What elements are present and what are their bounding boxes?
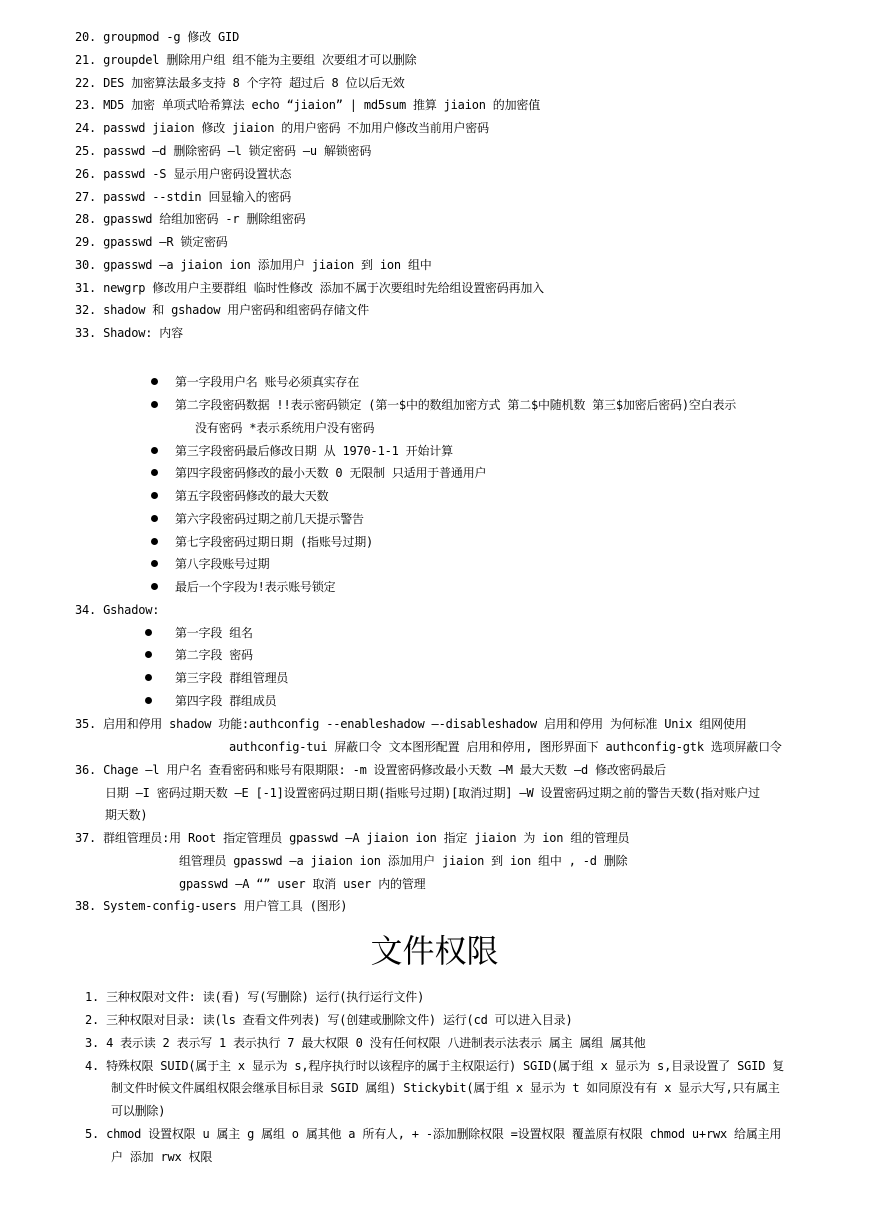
text-line-25: 25. passwd –d 删除密码 –l 锁定密码 –u 解锁密码 [75,144,372,158]
bullet [145,697,152,704]
shadow-field-3: 第三字段密码最后修改日期 从 1970-1-1 开始计算 [175,444,453,458]
perm-line-5: 5. chmod 设置权限 u 属主 g 属组 o 属其他 a 所有人, + -添加删除权限 =设置权限 覆盖原有权限 chmod u+rwx 给属主用 [85,1127,782,1141]
text-line-35: 35. 启用和停用 shadow 功能:authconfig --enableshadow –-disableshadow 启用和停用 为何标准 Unix 组网使用 [75,717,747,731]
text-line-22: 22. DES 加密算法最多支持 8 个字符 超过后 8 位以后无效 [75,76,405,90]
text-line-33: 33. Shadow: 内容 [75,326,183,340]
shadow-field-2: 第二字段密码数据 !!表示密码锁定 (第一$中的数组加密方式 第二$中随机数 第三$加密后密码)空白表示 [175,398,737,412]
perm-line-4-cont: 制文件时候文件属组权限会继承目标目录 SGID 属组) Stickybit(属于组 x 显示为 t 如同原没有有 x 显示大写,只有属主 [111,1081,780,1095]
perm-line-4: 4. 特殊权限 SUID(属于主 x 显示为 s,程序执行时以该程序的属于主权限运行) SGID(属于组 x 显示为 s,目录设置了 SGID 复 [85,1059,785,1073]
text-line-31: 31. newgrp 修改用户主要群组 临时性修改 添加不属于次要组时先给组设置密码再加入 [75,281,544,295]
gshadow-field-2: 第二字段 密码 [175,648,253,662]
text-line-28: 28. gpasswd 给组加密码 -r 删除组密码 [75,212,306,226]
text-line-37: 37. 群组管理员:用 Root 指定管理员 gpasswd –A jiaion ion 指定 jiaion 为 ion 组的管理员 [75,831,630,845]
bullet [145,651,152,658]
text-line-32: 32. shadow 和 gshadow 用户密码和组密码存储文件 [75,303,369,317]
perm-line-1: 1. 三种权限对文件: 读(看) 写(写删除) 运行(执行运行文件) [85,990,425,1004]
text-line-30: 30. gpasswd –a jiaion ion 添加用户 jiaion 到 ion 组中 [75,258,432,272]
text-line-20: 20. groupmod -g 修改 GID [75,30,240,44]
shadow-field-5: 第五字段密码修改的最大天数 [175,489,329,503]
gshadow-field-1: 第一字段 组名 [175,626,253,640]
shadow-field-6: 第六字段密码过期之前几天提示警告 [175,512,364,526]
perm-line-3: 3. 4 表示读 2 表示写 1 表示执行 7 最大权限 0 没有任何权限 八进制表示法表示 属主 属组 属其他 [85,1036,646,1050]
perm-line-5-cont: 户 添加 rwx 权限 [111,1150,213,1164]
perm-line-4-cont2: 可以删除) [111,1104,166,1118]
gshadow-field-3: 第三字段 群组管理员 [175,671,289,685]
shadow-field-2-cont: 没有密码 *表示系统用户没有密码 [195,421,375,435]
bullet [151,469,158,476]
bullet [151,583,158,590]
shadow-field-last: 最后一个字段为!表示账号锁定 [175,580,336,594]
bullet [145,629,152,636]
section-heading: 文件权限 [370,932,499,970]
text-line-26: 26. passwd -S 显示用户密码设置状态 [75,167,292,181]
bullet [151,515,158,522]
text-line-24: 24. passwd jiaion 修改 jiaion 的用户密码 不加用户修改当前用户密码 [75,121,489,135]
text-line-37-cont: 组管理员 gpasswd –a jiaion ion 添加用户 jiaion 到 ion 组中 , -d 删除 [179,854,628,868]
shadow-field-1: 第一字段用户名 账号必须真实存在 [175,375,360,389]
text-line-21: 21. groupdel 删除用户组 组不能为主要组 次要组才可以删除 [75,53,417,67]
text-line-34: 34. Gshadow: [75,603,160,617]
bullet [151,492,158,499]
text-line-27: 27. passwd --stdin 回显输入的密码 [75,190,292,204]
bullet [151,560,158,567]
text-line-36-cont2: 期天数) [105,808,148,822]
text-line-36-cont: 日期 –I 密码过期天数 –E [-1]设置密码过期日期(指账号过期)[取消过期] –W 设置密码过期之前的警告天数(指对账户过 [105,786,760,800]
bullet [145,674,152,681]
text-line-23: 23. MD5 加密 单项式哈希算法 echo “jiaion” | md5sum 推算 jiaion 的加密值 [75,98,541,112]
bullet [151,447,158,454]
bullet [151,401,158,408]
gshadow-field-4: 第四字段 群组成员 [175,694,277,708]
perm-line-2: 2. 三种权限对目录: 读(ls 查看文件列表) 写(创建或删除文件) 运行(cd 可以进入目录) [85,1013,573,1027]
shadow-field-4: 第四字段密码修改的最小天数 0 无限制 只适用于普通用户 [175,466,487,480]
text-line-29: 29. gpasswd –R 锁定密码 [75,235,228,249]
shadow-field-7: 第七字段密码过期日期 (指账号过期) [175,535,374,549]
shadow-field-8: 第八字段账号过期 [175,557,270,571]
text-line-36: 36. Chage –l 用户名 查看密码和账号有限期限: -m 设置密码修改最小天数 –M 最大天数 –d 修改密码最后 [75,763,666,777]
text-line-38: 38. System-config-users 用户管工具 (图形) [75,899,348,913]
text-line-35-cont: authconfig-tui 屏蔽口令 文本图形配置 启用和停用, 图形界面下 authconfig-gtk 选项屏蔽口令 [229,740,782,754]
bullet [151,538,158,545]
text-line-37-cont2: gpasswd –A “” user 取消 user 内的管理 [179,877,426,891]
bullet [151,378,158,385]
